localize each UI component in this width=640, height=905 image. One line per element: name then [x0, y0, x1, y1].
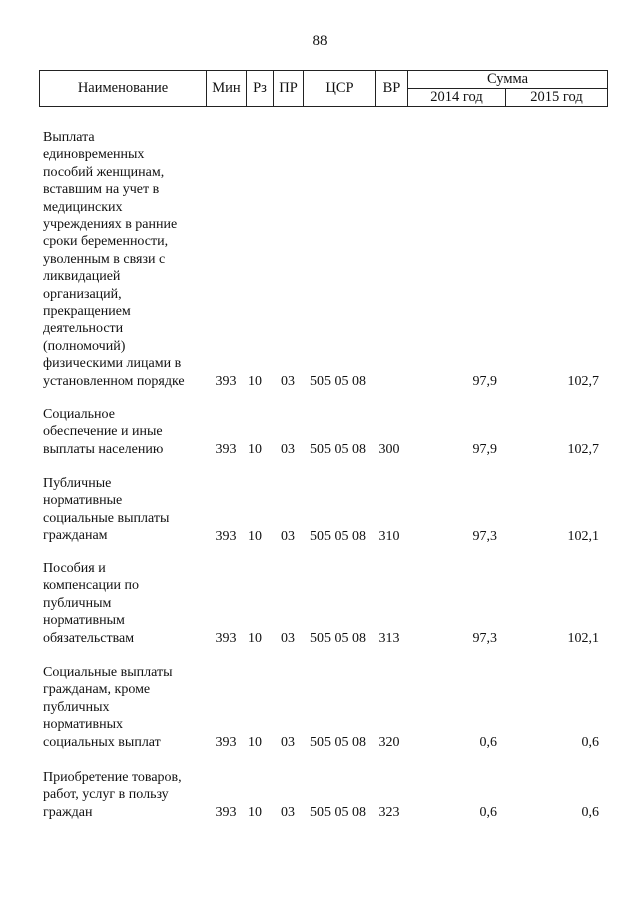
row-min: 393 — [215, 441, 237, 457]
row-sum-2015: 102,1 — [567, 528, 599, 544]
row-vr: 313 — [378, 630, 400, 646]
header-vr: ВР — [376, 71, 408, 107]
row-sum-2015: 102,7 — [567, 441, 599, 457]
row-name: Выплата единовременных пособий женщинам, вставшим на учет в медицинских учреждениях в ранние сроки беременности, уволенным в связи с ликвидацией организаций, прекращением деятельности (полномочий) физическими лицами в установленном порядке — [43, 130, 185, 389]
row-sum-2014: 97,3 — [472, 630, 497, 646]
row-rz: 10 — [248, 528, 262, 544]
header-name: Наименование — [40, 71, 207, 107]
row-sum-2014: 97,3 — [472, 528, 497, 544]
row-min: 393 — [215, 630, 237, 646]
row-sum-2014: 0,6 — [479, 734, 497, 750]
table-row — [0, 769, 640, 821]
row-name: Приобретение товаров, работ, услуг в пользу граждан — [43, 770, 182, 820]
row-vr: 323 — [378, 804, 400, 820]
row-vr: 300 — [378, 441, 400, 457]
header-rz: Рз — [247, 71, 274, 107]
row-min: 393 — [215, 734, 237, 750]
row-sum-2015: 0,6 — [581, 804, 599, 820]
row-name: Пособия и компенсации по публичным нормативным обязательствам — [43, 561, 139, 646]
header-sum: Сумма — [408, 71, 608, 89]
row-min: 393 — [215, 373, 237, 389]
header-min: Мин — [207, 71, 247, 107]
row-pr: 03 — [281, 804, 295, 820]
header-year-2015: 2015 год — [506, 89, 608, 107]
row-pr: 03 — [281, 630, 295, 646]
row-csr: 505 05 08 — [310, 804, 366, 820]
table-row — [0, 560, 640, 647]
row-csr: 505 05 08 — [310, 441, 366, 457]
row-csr: 505 05 08 — [310, 734, 366, 750]
header-year-2014: 2014 год — [408, 89, 506, 107]
row-rz: 10 — [248, 441, 262, 457]
table-row — [0, 664, 640, 751]
row-rz: 10 — [248, 734, 262, 750]
row-name: Социальные выплаты гражданам, кроме публичных нормативных социальных выплат — [43, 665, 173, 750]
row-sum-2014: 0,6 — [479, 804, 497, 820]
row-rz: 10 — [248, 804, 262, 820]
row-sum-2014: 97,9 — [472, 441, 497, 457]
row-vr: 320 — [378, 734, 400, 750]
row-sum-2015: 102,7 — [567, 373, 599, 389]
page-number: 88 — [312, 33, 328, 49]
row-pr: 03 — [281, 441, 295, 457]
row-pr: 03 — [281, 734, 295, 750]
row-pr: 03 — [281, 373, 295, 389]
row-name: Социальное обеспечение и иные выплаты населению — [43, 407, 164, 457]
row-csr: 505 05 08 — [310, 630, 366, 646]
row-name: Публичные нормативные социальные выплаты гражданам — [43, 476, 170, 544]
row-min: 393 — [215, 528, 237, 544]
row-csr: 505 05 08 — [310, 373, 366, 389]
table-row — [0, 129, 640, 390]
row-csr: 505 05 08 — [310, 528, 366, 544]
row-min: 393 — [215, 804, 237, 820]
header-pr: ПР — [274, 71, 304, 107]
row-sum-2015: 102,1 — [567, 630, 599, 646]
row-vr: 310 — [378, 528, 400, 544]
table-row — [0, 406, 640, 458]
row-rz: 10 — [248, 630, 262, 646]
row-sum-2014: 97,9 — [472, 373, 497, 389]
row-sum-2015: 0,6 — [581, 734, 599, 750]
row-pr: 03 — [281, 528, 295, 544]
row-rz: 10 — [248, 373, 262, 389]
header-csr: ЦСР — [304, 71, 376, 107]
table-row — [0, 475, 640, 545]
